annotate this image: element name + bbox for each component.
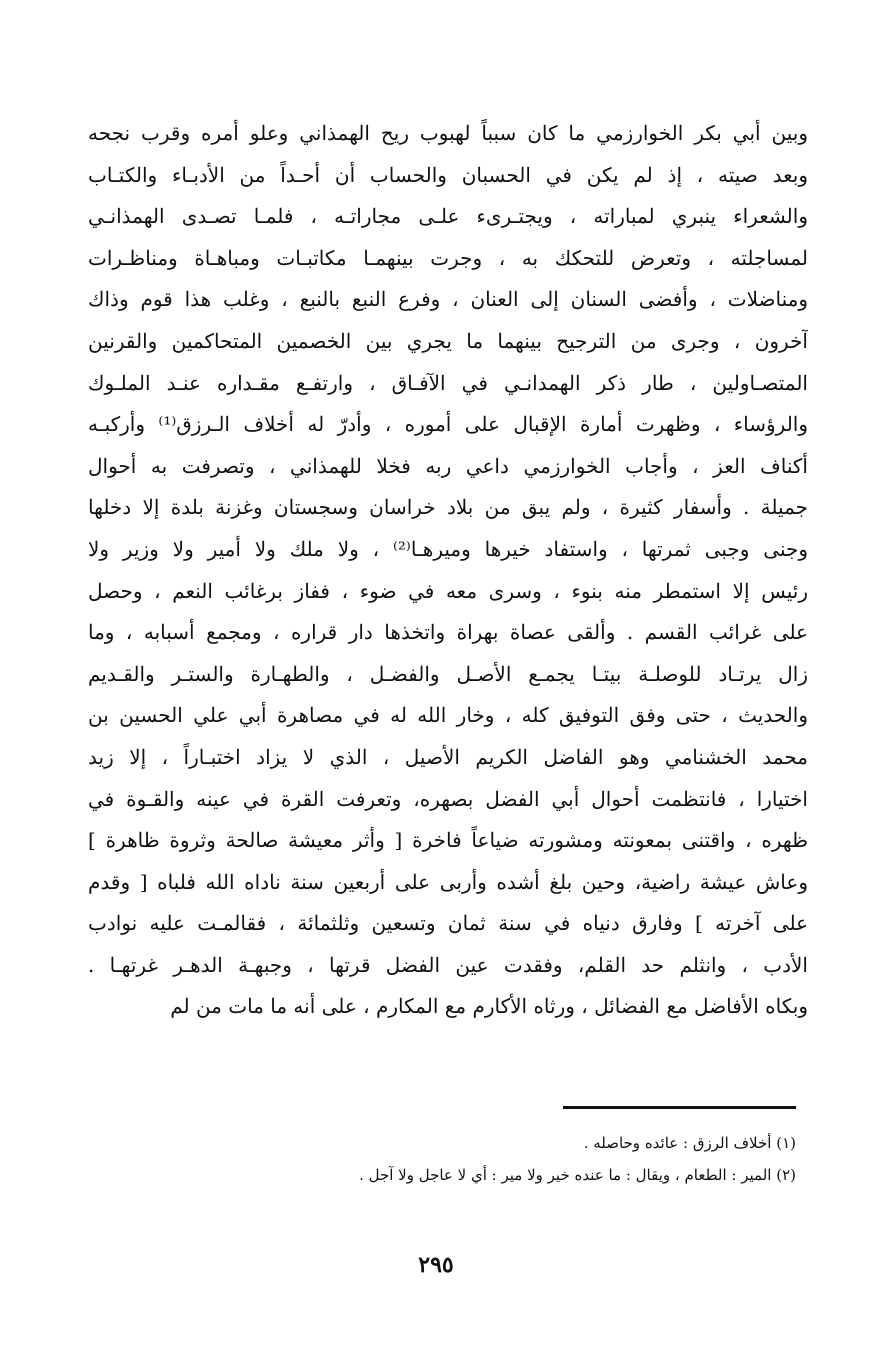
text-line: والرؤساء ، وظهرت أمارة الإقبال على أموره ، وأدرّ له أخلاف الـرزق⁽¹⁾ وأركبـه [88, 412, 808, 437]
text-line: آخرون ، وجرى من الترجيح بينهما ما يجري بين الخصمين المتحاكمين والقرنين [88, 328, 808, 353]
footnote-1: (١) أخلاف الرزق : عائده وحاصله . [583, 1134, 796, 1152]
text-line: وجنى وجبى ثمرتها ، واستفاد خيرها وميرهـا⁽²⁾ ، ولا ملك ولا أمير ولا وزير ولا [88, 536, 808, 561]
body-text [88, 113, 808, 1028]
text-line: جميلة . وأسفار كثيرة ، ولم يبق من بلاد خراسان وسجستان وغزنة بلدة إلا دخلها [88, 495, 808, 520]
text-line: رئيس إلا استمطر منه بنوء ، وسرى معه في ضوء ، ففاز برغائب النعم ، وحصل [88, 578, 808, 603]
footnote-separator [563, 1106, 796, 1109]
text-line: أكناف العز ، وأجاب الخوارزمي داعي ربه فخلا للهمذاني ، وتصرفت به أحوال [88, 453, 808, 478]
text-line: وبين أبي بكر الخوارزمي ما كان سبباً لهبوب ريح الهمذاني وعلو أمره وقرب نجحه [88, 121, 808, 145]
text-line: ظهره ، واقتنى بمعونته ومشورته ضياعاً فاخرة [ وأثر معيشة صالحة وثروة ظاهرة ] [88, 828, 808, 853]
text-line: لمساجلته ، وتعرض للتحكك به ، وجرت بينهمـا مكاتبـات ومباهـاة ومناظـرات [88, 245, 808, 270]
text-line: على غرائب القسم . وألقى عصاة بهراة واتخذها دار قراره ، ومجمع أسبابه ، وما [88, 620, 808, 645]
footnotes [240, 1127, 796, 1191]
text-line: محمد الخشنامي وهو الفاضل الكريم الأصيل ، الذي لا يزاد اختبـاراً ، إلا زيد [88, 744, 808, 769]
footnote-2: (٢) المير : الطعام ، ويقال : ما عنده خير ولا مير : أي لا عاجل ولا آجل . [359, 1166, 796, 1184]
text-line: ومناضلات ، وأفضى السنان إلى العنان ، وفرع النبع بالنبع ، وغلب هذا قوم وذاك [88, 287, 808, 312]
text-line: وبعد صيته ، إذ لم يكن في الحسبان والحساب أن أحـداً من الأدبـاء والكتـاب [88, 162, 808, 187]
text-line: المتصـاولين ، طار ذكر الهمدانـي في الآفـاق ، وارتفـع مقـداره عنـد الملـوك [88, 370, 808, 395]
text-line: وبكاه الأفاضل مع الفضائل ، ورثاه الأكارم مع المكارم ، على أنه ما مات من لم [170, 994, 808, 1019]
text-line: الأدب ، وانثلم حد القلم، وفقدت عين الفضل قرتها ، وجبهـة الدهـر غرتهـا . [88, 952, 808, 977]
text-line: اختيارا ، فانتظمت أحوال أبي الفضل بصهره، وتعرفت القرة في عينه والقـوة في [88, 786, 808, 811]
text-line: وعاش عيشة راضية، وحين بلغ أشده وأربى على أربعين سنة ناداه الله فلباه [ وقدم [88, 869, 808, 894]
text-line: زال يرتـاد للوصلـة بيتـا يجمـع الأصـل والفضـل ، والطهـارة والستـر والقـديم [88, 661, 808, 686]
page-number: ٢٩٥ [418, 1252, 454, 1278]
text-line: والشعراء ينبري لمباراته ، ويجتـرىء علـى مجاراتـه ، فلمـا تصـدى الهمذانـي [88, 204, 808, 229]
text-line: على آخرته ] وفارق دنياه في سنة ثمان وتسعين وثلثمائة ، فقالمـت عليه نوادب [88, 911, 808, 936]
text-line: والحديث ، حتى وفق التوفيق كله ، وخار الله له في مصاهرة أبي علي الحسين بن [88, 703, 808, 728]
